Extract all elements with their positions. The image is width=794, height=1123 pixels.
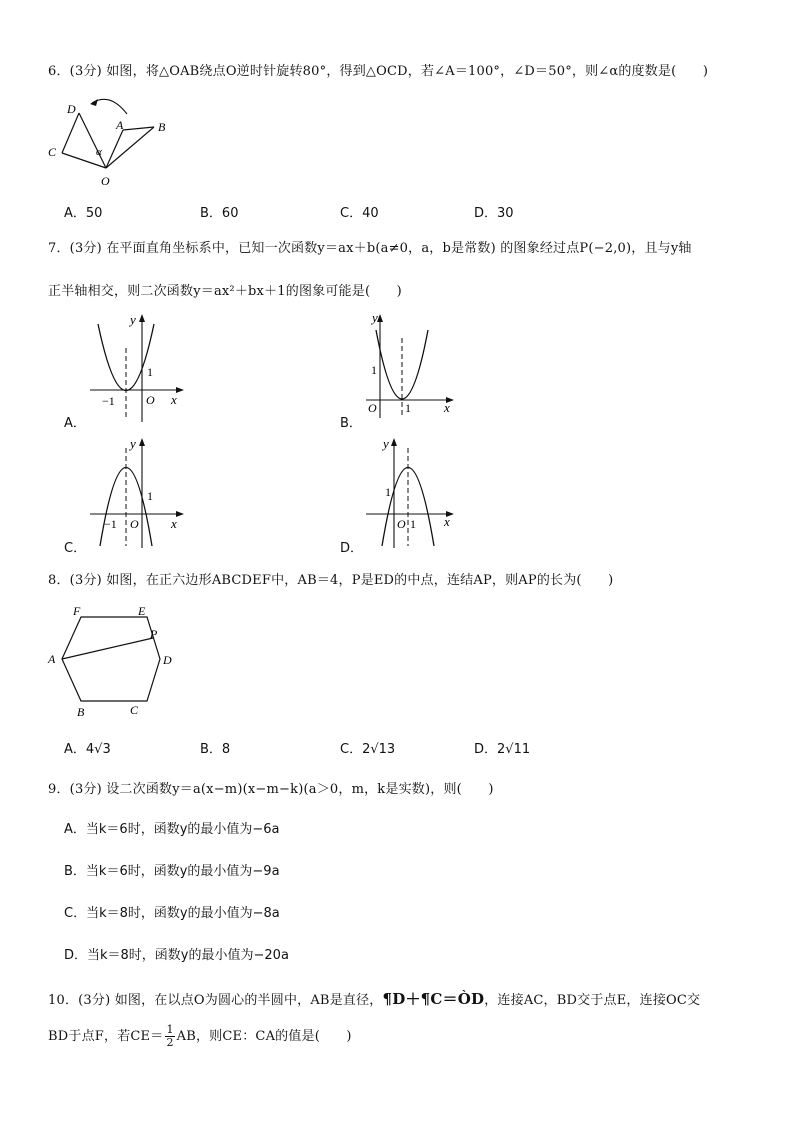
q10-fraction-denominator: 2 bbox=[166, 1036, 174, 1049]
q7a-origin-label: O bbox=[146, 393, 155, 407]
q7c-neg-one-label: −1 bbox=[104, 517, 117, 531]
q7-option-d-label: D． bbox=[340, 541, 364, 556]
q7-option-b-label: B． bbox=[340, 416, 362, 431]
q7-option-c-label: C． bbox=[64, 541, 87, 556]
q6-label-d: D bbox=[67, 102, 76, 116]
q10-stem-part2: ，连接AC，BD交于点E，连接OC交 bbox=[484, 993, 701, 1008]
q10-stem-part1: 10．(3分) 如图，在以点O为圆心的半圆中，AB是直径， bbox=[48, 993, 383, 1008]
q7b-one-y-label: 1 bbox=[371, 363, 377, 377]
q9-option-a: A．当k＝6时，函数y的最小值为−6a bbox=[64, 822, 280, 837]
q7-stem-line2: 正半轴相交，则二次函数y＝ax²＋bx＋1的图象可能是( ) bbox=[48, 284, 402, 299]
q10-fraction bbox=[165, 1024, 174, 1049]
q7d-y-label: y bbox=[383, 436, 389, 451]
q6-option-a: A．50 bbox=[64, 206, 103, 221]
q7d-origin-label: O bbox=[397, 517, 406, 531]
q8-hexagon-figure bbox=[40, 600, 180, 724]
q6-option-d: D．30 bbox=[474, 206, 514, 221]
q7d-one-y-label: 1 bbox=[385, 485, 391, 499]
q9-stem: 9．(3分) 设二次函数y＝a(x−m)(x−m−k)(a＞0，m，k是实数)，则( ) bbox=[48, 782, 494, 797]
q6-label-alpha: α bbox=[96, 146, 102, 158]
q7c-y-label: y bbox=[130, 436, 136, 451]
q10-stem-line1 bbox=[48, 988, 700, 1009]
q7-graph-b bbox=[364, 308, 464, 420]
q7a-y-label: y bbox=[130, 312, 136, 327]
q10-arc-expression: ¶D＋¶C＝ÒD bbox=[382, 990, 485, 1008]
q7b-one-x-label: 1 bbox=[405, 401, 411, 415]
q7-graph-d bbox=[364, 434, 464, 550]
q6-option-b: B．60 bbox=[200, 206, 239, 221]
q7b-origin-label: O bbox=[368, 401, 377, 415]
q7c-origin-label: O bbox=[130, 517, 139, 531]
q7-stem-line1: 7．(3分) 在平面直角坐标系中，已知一次函数y＝ax＋b(a≠0，a，b是常数) 的图象经过点P(−2,0)，且与y轴 bbox=[48, 241, 692, 256]
q8-option-c: C．2√13 bbox=[340, 742, 396, 757]
q8-label-a: A bbox=[48, 652, 56, 666]
q7a-x-label: x bbox=[171, 392, 177, 407]
q9-option-d: D．当k＝8时，函数y的最小值为−20a bbox=[64, 948, 289, 963]
q6-option-c: C．40 bbox=[340, 206, 379, 221]
q7-graph-c bbox=[88, 434, 188, 550]
q8-stem: 8．(3分) 如图，在正六边形ABCDEF中，AB＝4，P是ED的中点，连结AP，则AP的长为( ) bbox=[48, 573, 614, 588]
q7c-one-label: 1 bbox=[147, 489, 153, 503]
q7a-neg-one-label: −1 bbox=[102, 394, 115, 408]
q8-label-b: B bbox=[77, 705, 85, 719]
q6-label-a: A bbox=[116, 118, 124, 132]
q8-label-d: D bbox=[163, 653, 172, 667]
q8-label-p: P bbox=[150, 627, 158, 641]
q8-label-e: E bbox=[138, 604, 146, 618]
q7b-x-label: x bbox=[444, 400, 450, 415]
q8-label-f: F bbox=[73, 604, 81, 618]
q10-stem-line2 bbox=[48, 1024, 352, 1049]
q7-option-a-label: A． bbox=[64, 416, 86, 431]
q8-option-b: B．8 bbox=[200, 742, 231, 757]
q7d-one-x-label: 1 bbox=[410, 517, 416, 531]
q7c-x-label: x bbox=[171, 516, 177, 531]
q6-label-o: O bbox=[101, 174, 110, 188]
q9-option-b: B．当k＝6时，函数y的最小值为−9a bbox=[64, 864, 280, 879]
q8-option-d: D．2√11 bbox=[474, 742, 531, 757]
q7-graph-a bbox=[88, 312, 188, 424]
q6-stem: 6．(3分) 如图，将△OAB绕点O逆时针旋转80°，得到△OCD，若∠A＝100°，∠D＝50°，则∠α的度数是( ) bbox=[48, 64, 709, 79]
q6-label-c: C bbox=[48, 145, 57, 159]
q8-option-a: A．4√3 bbox=[64, 742, 111, 757]
q7a-one-label: 1 bbox=[147, 365, 153, 379]
q8-label-c: C bbox=[130, 703, 139, 717]
q7b-y-label: y bbox=[372, 310, 378, 325]
q6-label-b: B bbox=[158, 120, 166, 134]
q9-option-c: C．当k＝8时，函数y的最小值为−8a bbox=[64, 906, 280, 921]
q7d-x-label: x bbox=[444, 514, 450, 529]
q10-stem-part4: AB，则CE：CA的值是( ) bbox=[176, 1029, 352, 1044]
q6-figure bbox=[40, 88, 180, 188]
q10-fraction-numerator: 1 bbox=[166, 1023, 174, 1036]
q10-stem-part3: BD于点F，若CE＝ bbox=[48, 1029, 164, 1044]
